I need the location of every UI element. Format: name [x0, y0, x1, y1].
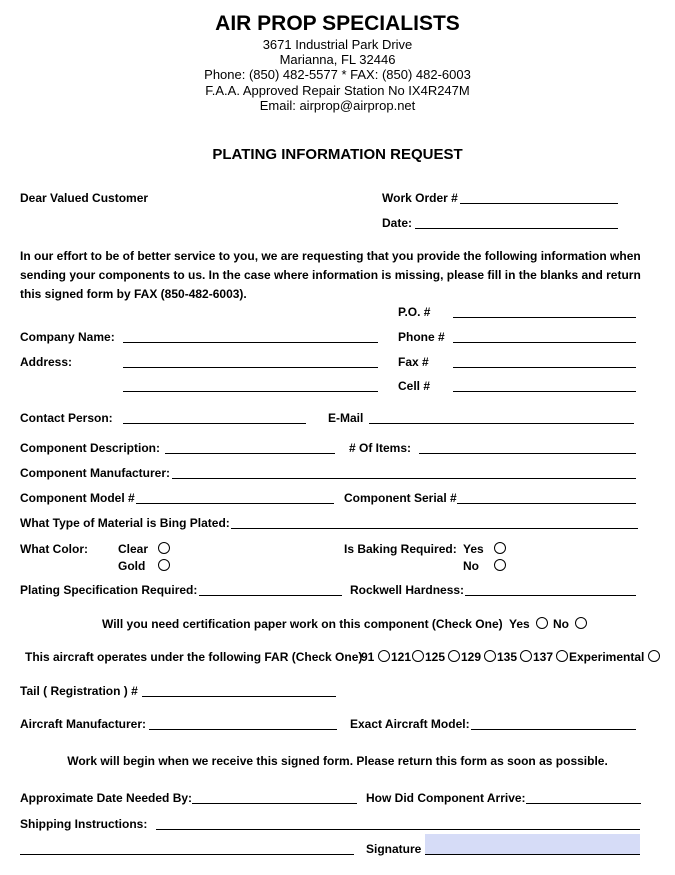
- component-model-field[interactable]: [136, 503, 334, 504]
- component-manufacturer-label: Component Manufacturer:: [20, 466, 170, 480]
- aircraft-model-label: Exact Aircraft Model:: [350, 717, 470, 731]
- baking-yes-label: Yes: [463, 542, 484, 556]
- far-option-experimental-label: Experimental: [569, 650, 645, 664]
- form-title: PLATING INFORMATION REQUEST: [212, 146, 463, 163]
- certification-yes-label: Yes: [509, 617, 530, 631]
- component-serial-field[interactable]: [457, 503, 636, 504]
- plating-spec-label: Plating Specification Required:: [20, 583, 198, 597]
- company-faa-number: F.A.A. Approved Repair Station No IX4R247M: [205, 83, 470, 98]
- work-order-field[interactable]: [460, 203, 618, 204]
- far-option-121-label: 121: [391, 650, 412, 664]
- component-manufacturer-field[interactable]: [172, 478, 636, 479]
- far-option-91-label: 91: [361, 650, 375, 664]
- far-label: This aircraft operates under the following FAR (Check One): [25, 650, 363, 664]
- num-items-label: # Of Items:: [349, 441, 412, 455]
- aircraft-manufacturer-label: Aircraft Manufacturer:: [20, 717, 147, 731]
- far-option-125-radio[interactable]: [448, 650, 460, 662]
- cell-label: Cell #: [398, 379, 431, 393]
- address-field-line2[interactable]: [123, 391, 378, 392]
- far-option-129-label: 129: [461, 650, 482, 664]
- address-field-line1[interactable]: [123, 367, 378, 368]
- component-description-label: Component Description:: [20, 441, 160, 455]
- tail-field[interactable]: [142, 696, 336, 697]
- far-option-91-radio[interactable]: [378, 650, 390, 662]
- material-label: What Type of Material is Bing Plated:: [20, 516, 230, 530]
- email-label: E-Mail: [328, 411, 364, 425]
- address-label: Address:: [20, 355, 73, 369]
- aircraft-manufacturer-field[interactable]: [149, 729, 337, 730]
- certification-no-radio[interactable]: [575, 617, 587, 629]
- contact-person-field[interactable]: [123, 423, 306, 424]
- baking-no-radio[interactable]: [494, 559, 506, 571]
- baking-yes-radio[interactable]: [494, 542, 506, 554]
- cell-field[interactable]: [453, 391, 636, 392]
- baking-label: Is Baking Required:: [344, 542, 457, 556]
- how-arrive-label: How Did Component Arrive:: [366, 791, 526, 805]
- company-name-label: Company Name:: [20, 330, 115, 344]
- company-address-line1: 3671 Industrial Park Drive: [262, 37, 413, 52]
- date-label: Date:: [382, 216, 413, 230]
- rockwell-label: Rockwell Hardness:: [350, 583, 465, 597]
- component-model-label: Component Model #: [20, 491, 135, 505]
- shipping-field-line2[interactable]: [20, 854, 354, 855]
- rockwell-field[interactable]: [465, 595, 636, 596]
- shipping-label: Shipping Instructions:: [20, 817, 148, 831]
- clear-label: Clear: [118, 542, 149, 556]
- shipping-field-line1[interactable]: [156, 829, 640, 830]
- material-field[interactable]: [231, 528, 638, 529]
- signature-underline: [425, 854, 640, 855]
- company-name: AIR PROP SPECIALISTS: [215, 12, 460, 35]
- po-label: P.O. #: [398, 305, 431, 319]
- far-option-121-radio[interactable]: [412, 650, 424, 662]
- far-option-129-radio[interactable]: [484, 650, 496, 662]
- num-items-field[interactable]: [419, 453, 636, 454]
- contact-person-label: Contact Person:: [20, 411, 113, 425]
- gold-radio[interactable]: [158, 559, 170, 571]
- far-option-135-label: 135: [497, 650, 518, 664]
- work-order-label: Work Order #: [382, 191, 458, 205]
- email-field[interactable]: [369, 423, 634, 424]
- signature-field[interactable]: [425, 834, 640, 855]
- baking-no-label: No: [463, 559, 479, 573]
- date-needed-label: Approximate Date Needed By:: [20, 791, 193, 805]
- clear-radio[interactable]: [158, 542, 170, 554]
- phone-label: Phone #: [398, 330, 445, 344]
- gold-label: Gold: [118, 559, 146, 573]
- how-arrive-field[interactable]: [526, 803, 641, 804]
- tail-label: Tail ( Registration ) #: [20, 684, 138, 698]
- fax-label: Fax #: [398, 355, 429, 369]
- component-description-field[interactable]: [165, 453, 335, 454]
- company-address-line2: Marianna, FL 32446: [279, 52, 396, 67]
- far-option-135-radio[interactable]: [520, 650, 532, 662]
- certification-yes-radio[interactable]: [536, 617, 548, 629]
- po-field[interactable]: [453, 317, 636, 318]
- component-serial-label: Component Serial #: [344, 491, 457, 505]
- date-needed-field[interactable]: [192, 803, 357, 804]
- phone-field[interactable]: [453, 342, 636, 343]
- work-begin-notice: Work will begin when we receive this signed form. Please return this form as soon as possible.: [67, 754, 608, 768]
- greeting: Dear Valued Customer: [20, 191, 149, 205]
- company-name-field[interactable]: [123, 342, 378, 343]
- aircraft-model-field[interactable]: [471, 729, 636, 730]
- certification-no-label: No: [553, 617, 569, 631]
- date-field[interactable]: [415, 228, 618, 229]
- far-option-137-label: 137: [533, 650, 554, 664]
- far-option-experimental-radio[interactable]: [648, 650, 660, 662]
- fax-field[interactable]: [453, 367, 636, 368]
- company-email: Email: airprop@airprop.net: [259, 98, 416, 113]
- company-phone-fax: Phone: (850) 482-5577 * FAX: (850) 482-6003: [204, 67, 471, 82]
- far-option-125-label: 125: [425, 650, 446, 664]
- plating-spec-field[interactable]: [199, 595, 342, 596]
- far-option-137-radio[interactable]: [556, 650, 568, 662]
- certification-label: Will you need certification paper work on this component (Check One): [102, 617, 503, 631]
- signature-label: Signature: [366, 842, 422, 856]
- intro-paragraph: In our effort to be of better service to you, we are requesting that you provide the following information when sending your components to us. In the case where information is missing, please fill in the blanks and return this signed form by FAX (850-482-6003).: [20, 249, 641, 301]
- what-color-label: What Color:: [20, 542, 88, 556]
